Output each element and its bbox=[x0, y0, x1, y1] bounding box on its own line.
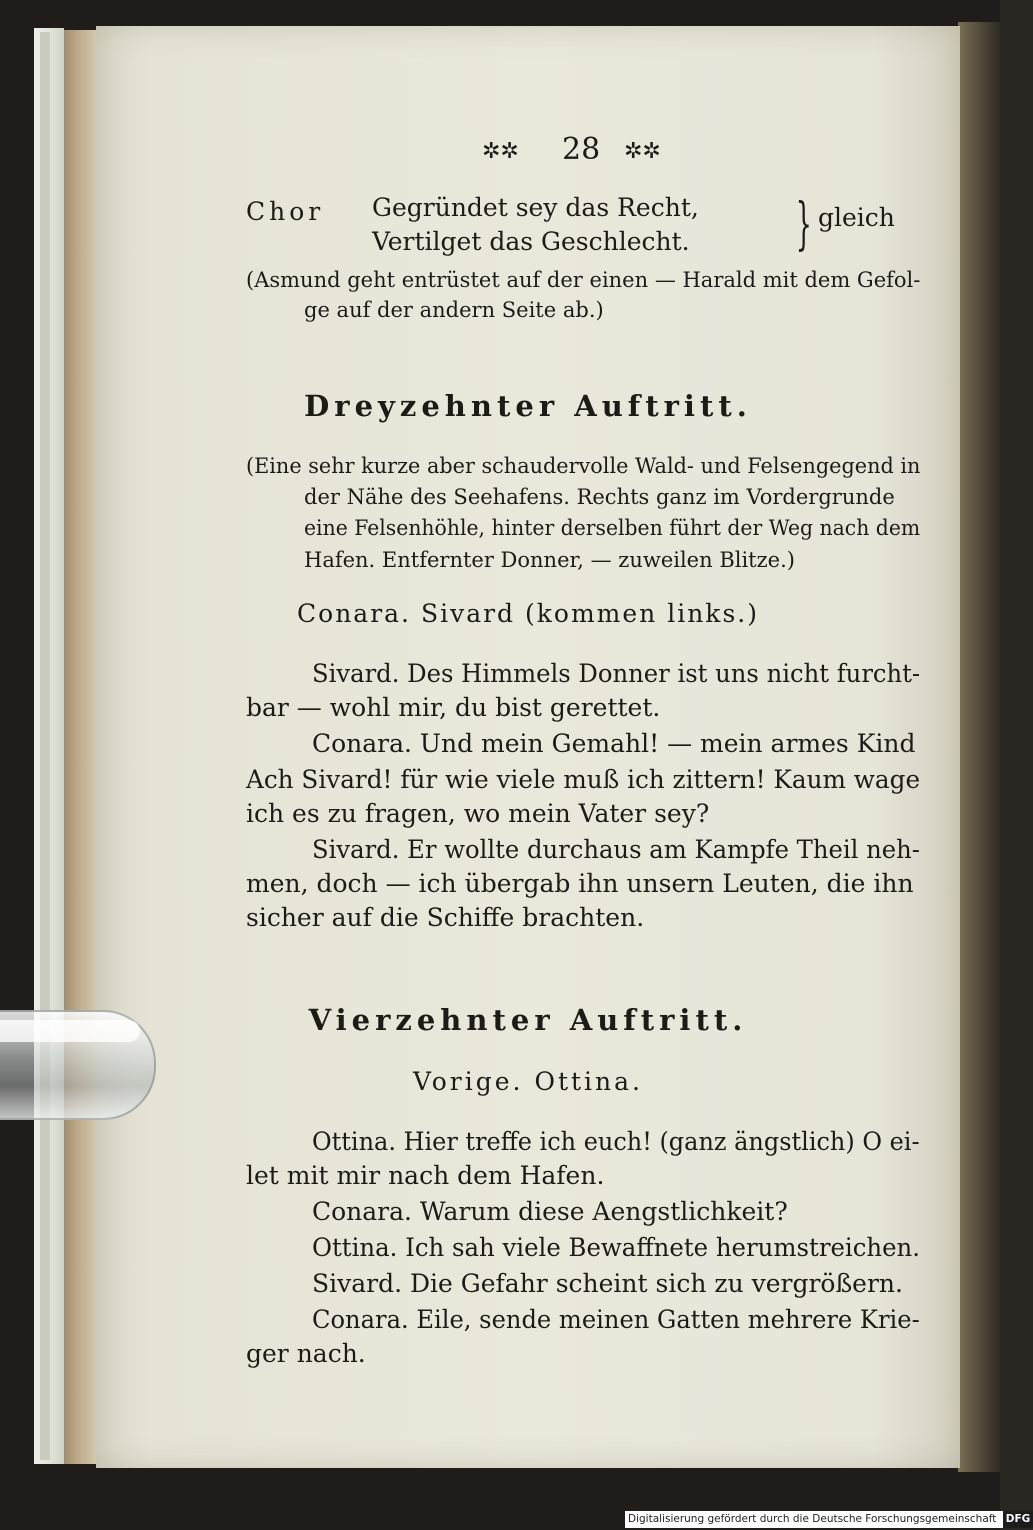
scene-13-line-3: Conara. Und mein Gemahl! — mein armes Kind bbox=[312, 729, 916, 758]
scene-13-persons: Conara. Sivard (kommen links.) bbox=[297, 599, 759, 628]
digitization-footer bbox=[625, 1511, 1031, 1528]
scene-13-line-1: Sivard. Des Himmels Donner ist uns nicht furcht- bbox=[312, 659, 921, 688]
scene-13-desc-3: eine Felsenhöhle, hinter derselben führt der Weg nach dem bbox=[304, 516, 921, 540]
scene-14-line-5: Sivard. Die Gefahr scheint sich zu vergrößern. bbox=[312, 1269, 903, 1298]
page-stack-shadow bbox=[40, 32, 50, 1460]
scene-13-heading: Dreyzehnter Auftritt. bbox=[304, 389, 752, 423]
scene-13-line-5: ich es zu fragen, wo mein Vater sey? bbox=[246, 799, 710, 828]
scene-13-desc-4: Hafen. Entfernter Donner, — zuweilen Blitze.) bbox=[304, 548, 795, 572]
scene-14-line-4: Ottina. Ich sah viele Bewaffnete herumstreichen. bbox=[312, 1233, 921, 1262]
footer-text: Digitalisierung gefördert durch die Deutsche Forschungsgemeinschaft bbox=[628, 1513, 997, 1525]
chor-gleich: gleich bbox=[818, 203, 895, 232]
scene-13-line-2: bar — wohl mir, du bist gerettet. bbox=[246, 693, 661, 722]
scene-14-line-3: Conara. Warum diese Aengstlichkeit? bbox=[312, 1197, 788, 1226]
stage-direction-line-2: ge auf der andern Seite ab.) bbox=[304, 298, 604, 322]
chor-bracket: } bbox=[795, 192, 812, 257]
scene-14-line-2: let mit mir nach dem Hafen. bbox=[246, 1161, 605, 1190]
ornament-right: ✲✲ bbox=[624, 139, 661, 164]
scene-13-line-4: Ach Sivard! für wie viele muß ich zittern! Kaum wage bbox=[246, 765, 921, 794]
book-page bbox=[96, 26, 960, 1468]
chor-speaker: Chor bbox=[246, 197, 325, 226]
scene-14-persons: Vorige. Ottina. bbox=[413, 1067, 643, 1096]
scene-14-line-6: Conara. Eile, sende meinen Gatten mehrere Krie- bbox=[312, 1305, 920, 1334]
stage-direction-line-1: (Asmund geht entrüstet auf der einen — Harald mit dem Gefol- bbox=[246, 268, 921, 292]
dfg-logo: DFG bbox=[1003, 1511, 1033, 1528]
ornament-left: ✲✲ bbox=[482, 139, 519, 164]
scene-14-line-1: Ottina. Hier treffe ich euch! (ganz ängstlich) O ei- bbox=[312, 1127, 920, 1156]
scene-13-line-8: sicher auf die Schiffe brachten. bbox=[246, 903, 645, 932]
scene-13-desc-2: der Nähe des Seehafens. Rechts ganz im Vordergrunde bbox=[304, 485, 895, 509]
glass-clip-highlight bbox=[0, 1020, 140, 1042]
scene-14-line-7: ger nach. bbox=[246, 1339, 366, 1368]
book-cover-edge bbox=[958, 22, 1000, 1472]
scene-14-heading: Vierzehnter Auftritt. bbox=[308, 1003, 748, 1037]
scene-13-line-7: men, doch — ich übergab ihn unsern Leuten, die ihn bbox=[246, 869, 914, 898]
scene-13-desc-1: (Eine sehr kurze aber schaudervolle Wald- und Felsengegend in bbox=[246, 454, 921, 478]
chor-line-2: Vertilget das Geschlecht. bbox=[372, 227, 690, 256]
book-edge bbox=[64, 30, 98, 1464]
page-number: 28 bbox=[562, 132, 601, 167]
chor-line-1: Gegründet sey das Recht, bbox=[372, 193, 699, 222]
scene-13-line-6: Sivard. Er wollte durchaus am Kampfe Theil neh- bbox=[312, 835, 920, 864]
